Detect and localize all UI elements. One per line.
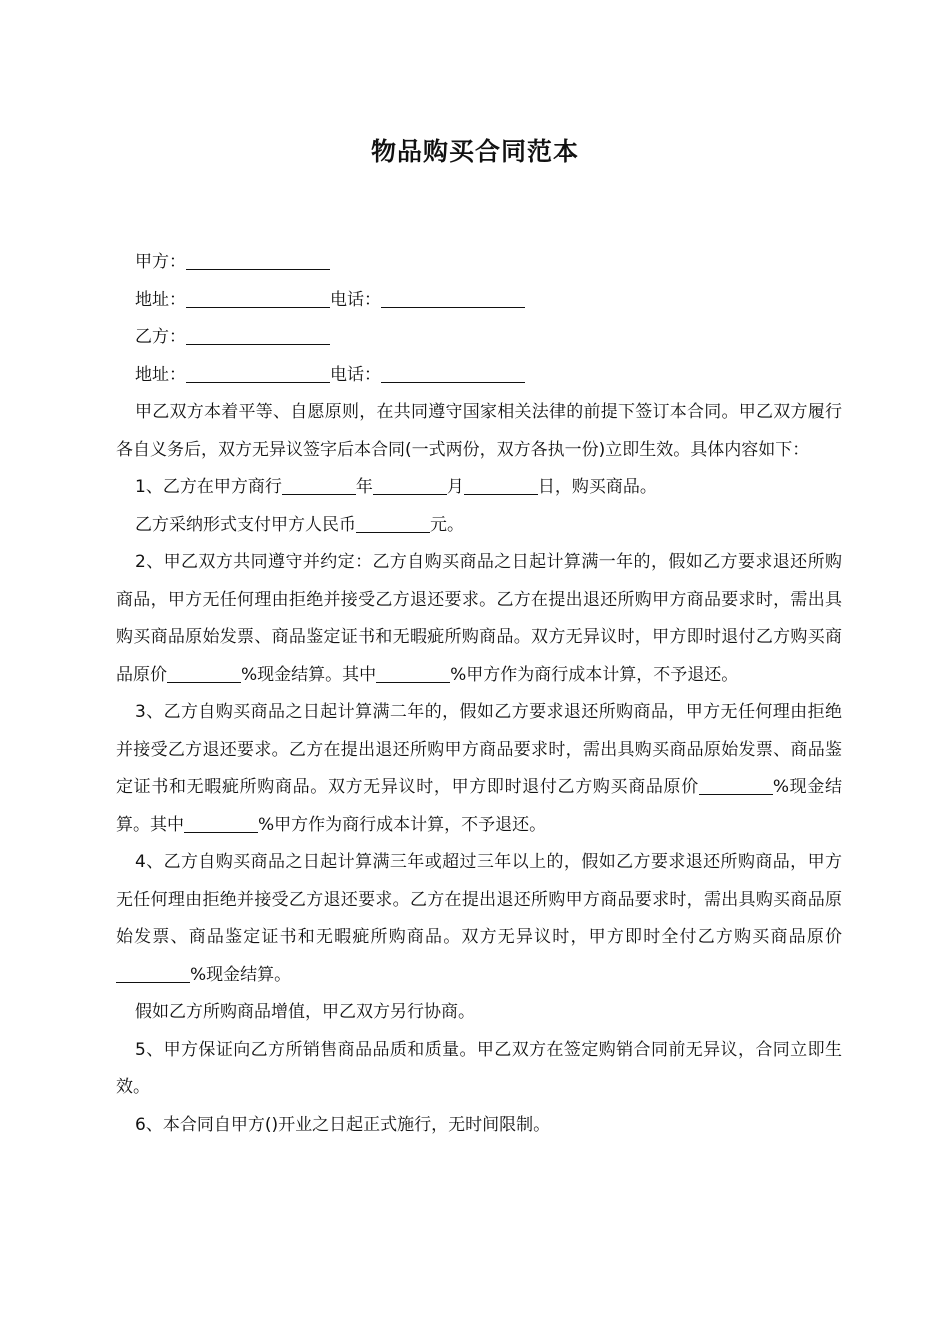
clause-3-part3: %甲方作为商行成本计算，不予退还。 xyxy=(258,814,547,835)
party-b-label: 乙方： xyxy=(135,327,186,347)
party-a-address-label: 地址： xyxy=(135,289,186,310)
clause-3-cost-blank xyxy=(184,815,258,833)
party-a-address-line xyxy=(116,282,842,320)
clause-1-month-blank xyxy=(373,477,447,495)
clause-1-year: 年 xyxy=(355,477,373,497)
clause-1-prefix: 1、乙方在甲方商行 xyxy=(135,477,282,497)
party-b-address-blank xyxy=(186,365,330,383)
clause-3-refund-blank xyxy=(699,777,773,795)
party-b-blank xyxy=(186,327,330,345)
clause-3 xyxy=(116,694,842,844)
party-b-phone-label: 电话： xyxy=(330,364,381,385)
party-a-label: 甲方： xyxy=(135,252,186,272)
clause-4-part1: 4、乙方自购买商品之日起计算满三年或超过三年以上的，假如乙方要求退还所购商品，甲方无任何理由拒绝并接受乙方退还要求。乙方在提出退还所购甲方商品要求时，需出具购买商品原始发票、商品鉴定证书和无暇疵所购商品。双方无异议时，甲方即时全付乙方购买商品原价 xyxy=(116,852,842,947)
party-b-address-label: 地址： xyxy=(135,364,186,385)
clause-3-part1: 3、乙方自购买商品之日起计算满二年的，假如乙方要求退还所购商品，甲方无任何理由拒绝并接受乙方退还要求。乙方在提出退还所购甲方商品要求时，需出具购买商品原始发票、商品鉴定证书和无暇疵所购商品。双方无异议时，甲方即时退付乙方购买商品原价 xyxy=(116,702,842,797)
payment-amount-blank xyxy=(356,515,430,533)
party-b-line xyxy=(116,319,842,357)
clause-1-day-blank xyxy=(464,477,538,495)
clause-4 xyxy=(116,844,842,994)
clause-3-part2: %现金结算。其中 xyxy=(116,777,842,835)
clause-1-month: 月 xyxy=(446,477,464,497)
clause-2-part3: %甲方作为商行成本计算，不予退还。 xyxy=(450,664,739,685)
clause-4-refund-blank xyxy=(116,965,190,983)
clause-1 xyxy=(116,469,842,507)
clause-2-part1: 2、甲乙双方共同遵守并约定：乙方自购买商品之日起计算满一年的，假如乙方要求退还所购商品，甲方无任何理由拒绝并接受乙方退还要求。乙方在提出退还所购甲方商品要求时，需出具购买商品原始发票、商品鉴定证书和无暇疵所购商品。双方无异议时，甲方即时退付乙方购买商品原价 xyxy=(116,552,842,685)
party-a-phone-label: 电话： xyxy=(330,289,381,310)
party-a-blank xyxy=(186,252,330,270)
clause-1-year-blank xyxy=(282,477,356,495)
clause-6: 6、本合同自甲方()开业之日起正式施行，无时间限制。 xyxy=(135,1114,551,1135)
party-a-phone-blank xyxy=(381,290,525,308)
document-title: 物品购买合同范本 xyxy=(370,137,579,166)
clause-5: 5、甲方保证向乙方所销售商品品质和质量。甲乙双方在签定购销合同前无异议，合同立即生效。 xyxy=(116,1039,842,1097)
contract-body xyxy=(116,244,842,1144)
payment-line xyxy=(116,507,842,545)
payment-prefix: 乙方采纳形式支付甲方人民币 xyxy=(135,514,356,535)
party-a-line xyxy=(116,244,842,282)
clause-2-refund-blank xyxy=(167,665,241,683)
clause-4-part2: %现金结算。 xyxy=(190,964,292,985)
clause-2-part2: %现金结算。其中 xyxy=(241,664,377,685)
clause-1-day-suffix: 日，购买商品。 xyxy=(537,477,657,497)
party-b-address-line xyxy=(116,357,842,395)
intro-paragraph: 甲乙双方本着平等、自愿原则，在共同遵守国家相关法律的前提下签订本合同。甲乙双方履行各自义务后，双方无异议签字后本合同(一式两份，双方各执一份)立即生效。具体内容如下： xyxy=(116,402,842,460)
clause-2 xyxy=(116,544,842,694)
party-b-phone-blank xyxy=(381,365,525,383)
party-a-address-blank xyxy=(186,290,330,308)
payment-suffix: 元。 xyxy=(430,514,464,535)
appreciation-paragraph: 假如乙方所购商品增值，甲乙双方另行协商。 xyxy=(135,1002,475,1022)
clause-2-cost-blank xyxy=(376,665,450,683)
